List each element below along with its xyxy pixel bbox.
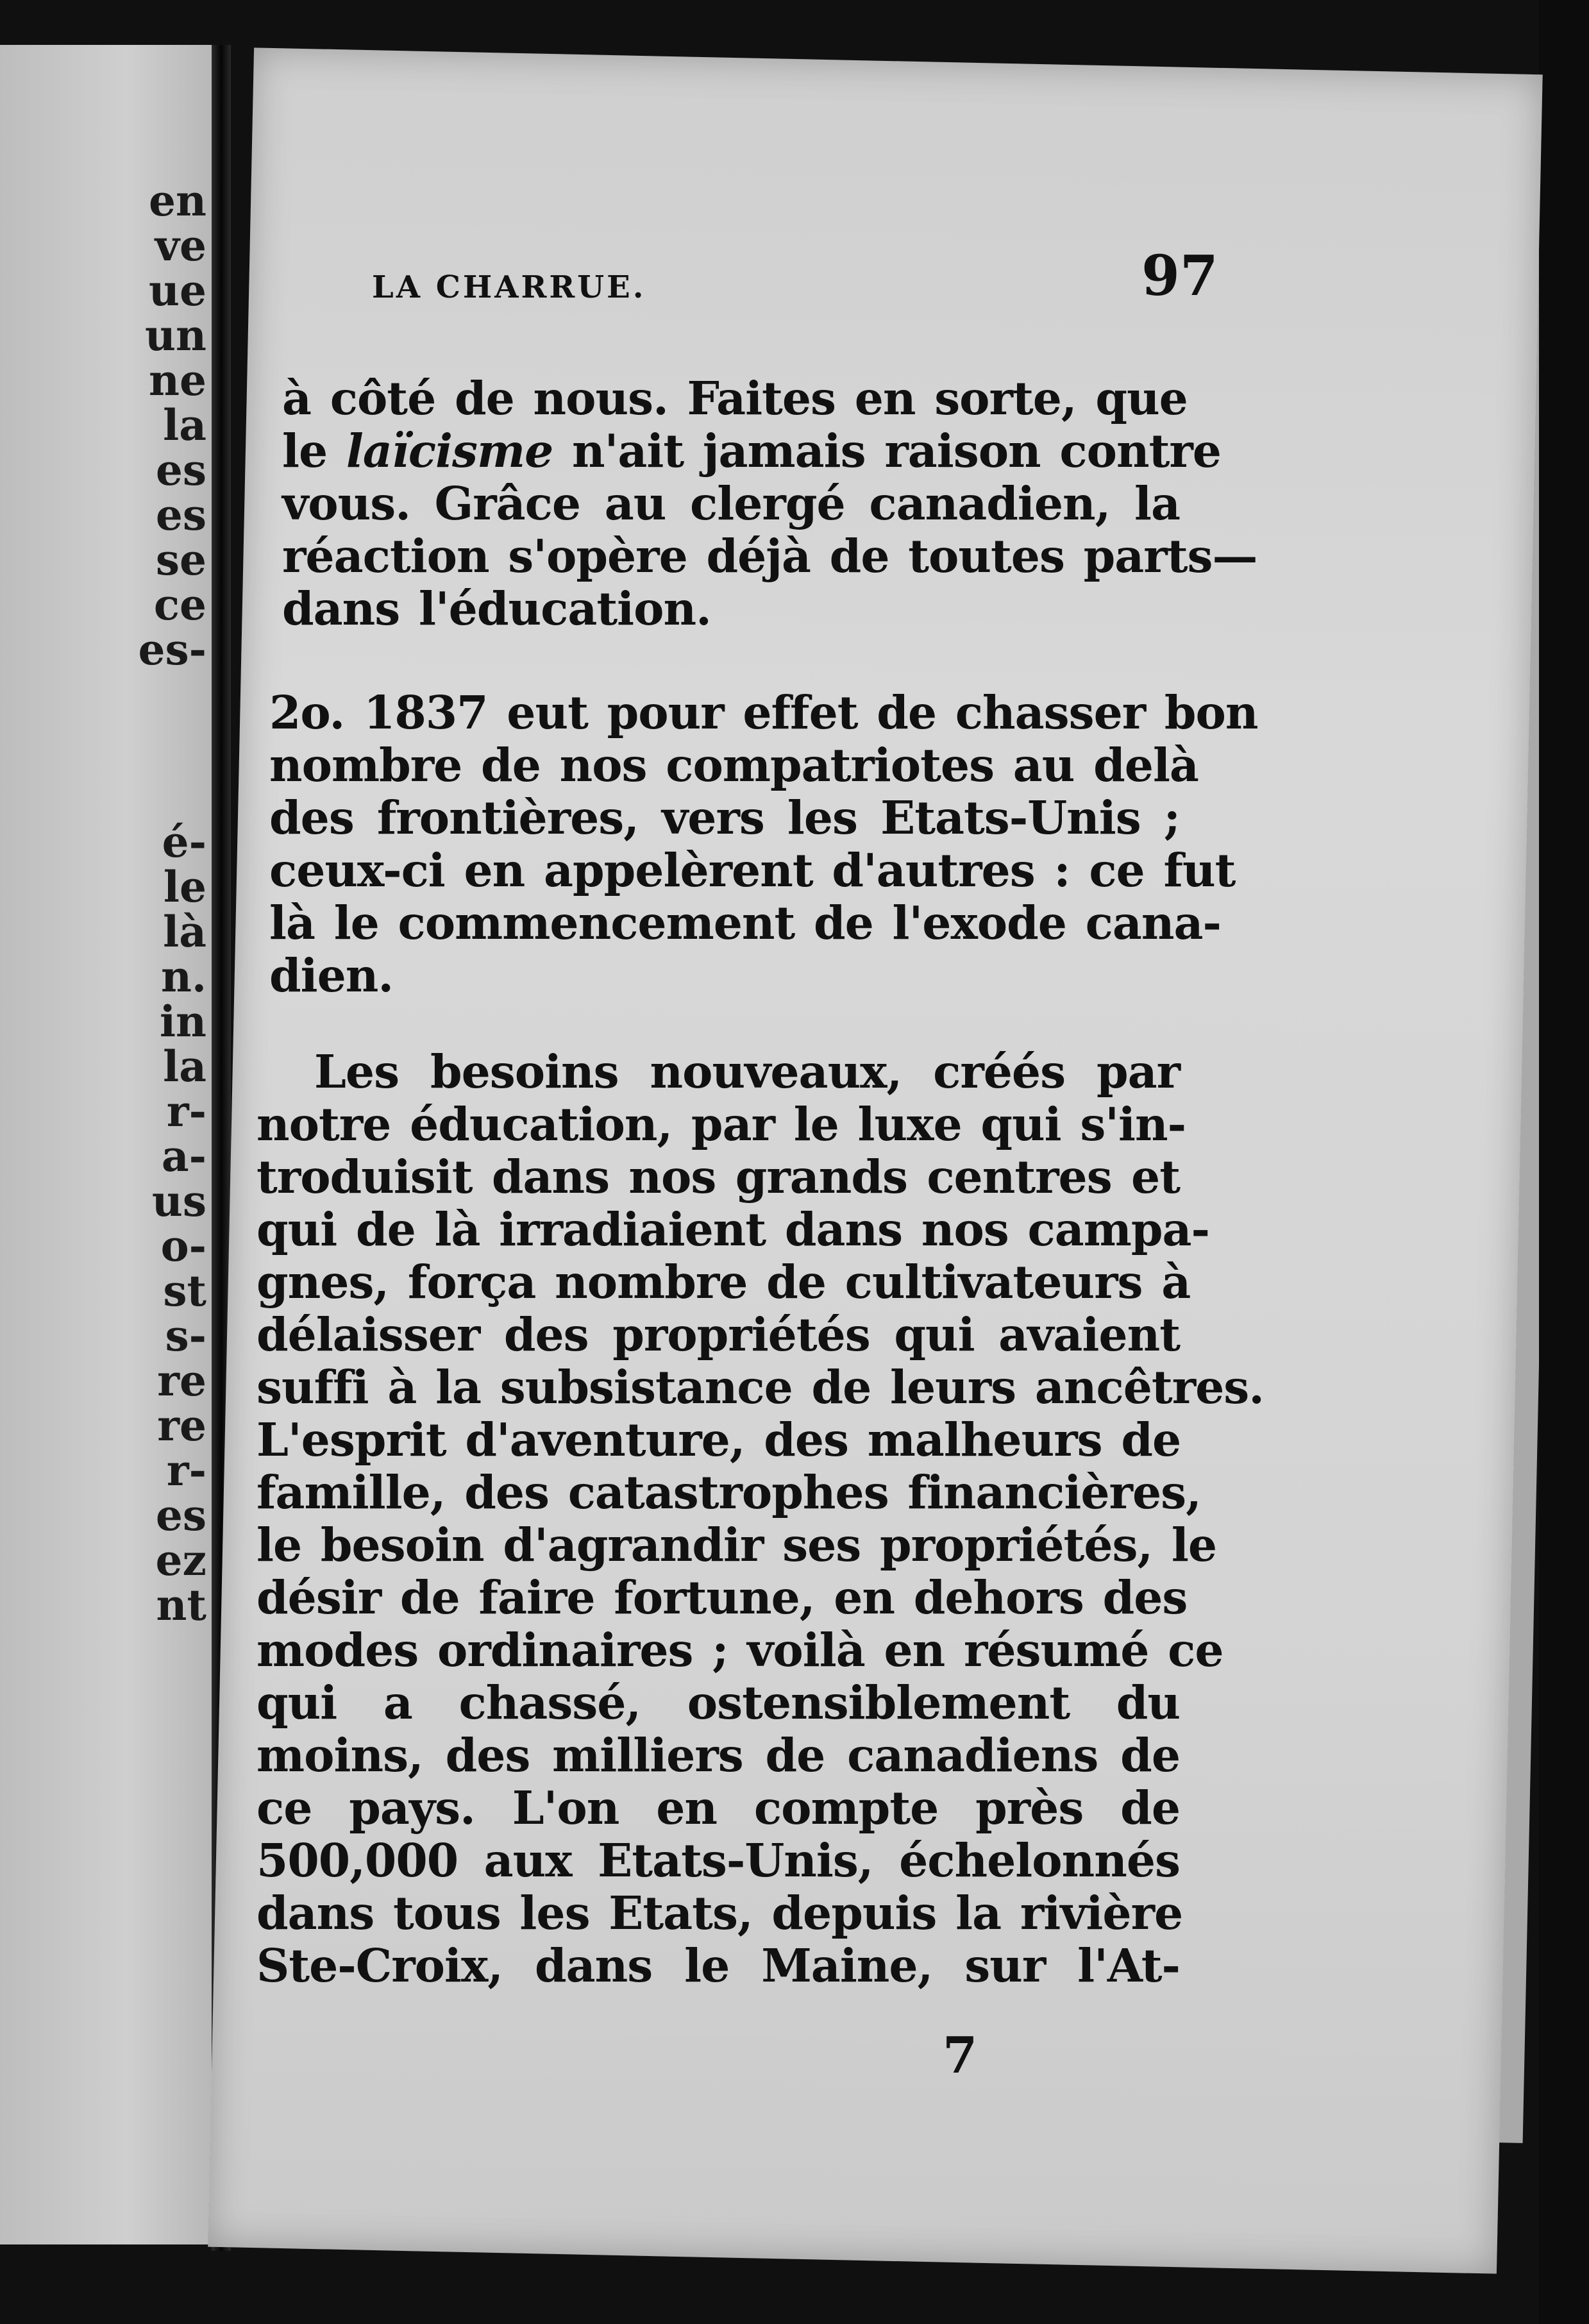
left-page-fragment: o-	[160, 1221, 206, 1271]
text-line: L'esprit d'aventure, des malheurs de	[256, 1413, 1181, 1467]
text-line: délaisser des propriétés qui avaient	[256, 1308, 1180, 1361]
left-page-fragment: r-	[166, 1445, 206, 1495]
left-page-fragment: es	[155, 1490, 206, 1540]
left-page-fragment: le	[163, 862, 206, 912]
text-line: qui de là irradiaient dans nos campa-	[256, 1202, 1209, 1256]
text-line: 2o. 1837 eut pour effet de chasser bon	[269, 686, 1258, 739]
text-line: là le commencement de l'exode cana-	[269, 896, 1221, 950]
text-line: ce pays. L'on en compte près de	[256, 1781, 1180, 1835]
left-page-fragment: en	[149, 176, 206, 226]
signature-mark: 7	[943, 2026, 978, 2085]
left-page-fragment: es	[155, 445, 206, 495]
text-line: à côté de nous. Faites en sorte, que	[282, 371, 1188, 425]
text-line: dans tous les Etats, depuis la rivière	[256, 1886, 1183, 1940]
text-line: réaction s'opère déjà de toutes parts—	[282, 529, 1257, 583]
left-page-fragment: in	[159, 997, 206, 1047]
text-line: Ste-Croix, dans le Maine, sur l'At-	[256, 1939, 1180, 1992]
paragraph-3	[256, 1045, 1264, 1992]
text-line: dien.	[269, 948, 394, 1002]
left-page-fragment: a-	[161, 1131, 206, 1181]
left-page-fragment: ce	[153, 580, 206, 630]
left-page-fragment: es-	[138, 625, 206, 675]
left-page-fragment: ve	[155, 221, 206, 271]
left-page-fragment: ne	[149, 355, 206, 405]
text-line: Les besoins nouveaux, créés par	[314, 1045, 1180, 1099]
previous-page-edge	[0, 45, 212, 2244]
left-page-fragment: ue	[149, 265, 206, 316]
text-line: moins, des milliers de canadiens de	[256, 1728, 1180, 1782]
text-line: qui a chassé, ostensiblement du	[256, 1676, 1180, 1730]
paragraph-1	[282, 371, 1257, 636]
running-head: LA CHARRUE.	[372, 269, 646, 305]
left-page-fragment: st	[163, 1266, 206, 1316]
text-line: ceux-ci en appelèrent d'autres : ce fut	[269, 843, 1236, 897]
left-page-fragment: la	[163, 1041, 206, 1091]
text-line: famille, des catastrophes financières,	[256, 1465, 1201, 1519]
left-page-fragment: us	[151, 1176, 206, 1226]
left-page-fragment: re	[157, 1401, 206, 1451]
page-number: 97	[1141, 244, 1218, 308]
italic-word: laïcisme	[346, 424, 553, 478]
text-line: suffi à la subsistance de leurs ancêtres.	[256, 1360, 1264, 1414]
left-page-fragment: nt	[156, 1580, 206, 1630]
left-page-fragment: re	[157, 1356, 206, 1406]
text-line: notre éducation, par le luxe qui s'in-	[256, 1097, 1186, 1151]
text-line: troduisit dans nos grands centres et	[256, 1150, 1180, 1204]
left-page-fragment: é-	[162, 817, 206, 867]
paragraph-2	[269, 686, 1258, 1002]
text-line: dans l'éducation.	[282, 582, 711, 636]
left-page-fragment: es	[155, 490, 206, 540]
text-line: vous. Grâce au clergé canadien, la	[282, 476, 1180, 530]
text-line: des frontières, vers les Etats-Unis ;	[269, 791, 1180, 845]
text-line: le besoin d'agrandir ses propriétés, le	[256, 1518, 1217, 1572]
left-page-fragment: s-	[165, 1311, 206, 1361]
left-page-fragment: un	[145, 310, 206, 360]
text-line: 500,000 aux Etats-Unis, échelonnés	[256, 1833, 1180, 1887]
left-page-fragment: se	[155, 535, 206, 585]
left-page-fragment: n.	[161, 952, 206, 1002]
left-page-fragment: là	[163, 907, 206, 957]
text-line: désir de faire fortune, en dehors des	[256, 1570, 1188, 1624]
text-line: modes ordinaires ; voilà en résumé ce	[256, 1623, 1223, 1677]
left-page-fragment: la	[163, 400, 206, 450]
left-page-fragment: r-	[166, 1086, 206, 1136]
text-line-italic: le laïcisme n'ait jamais raison contre	[282, 424, 1221, 478]
scan-border	[1539, 0, 1589, 2324]
text-line: gnes, força nombre de cultivateurs à	[256, 1255, 1191, 1309]
text-line: nombre de nos compatriotes au delà	[269, 738, 1198, 792]
left-page-fragment: ez	[155, 1535, 206, 1585]
